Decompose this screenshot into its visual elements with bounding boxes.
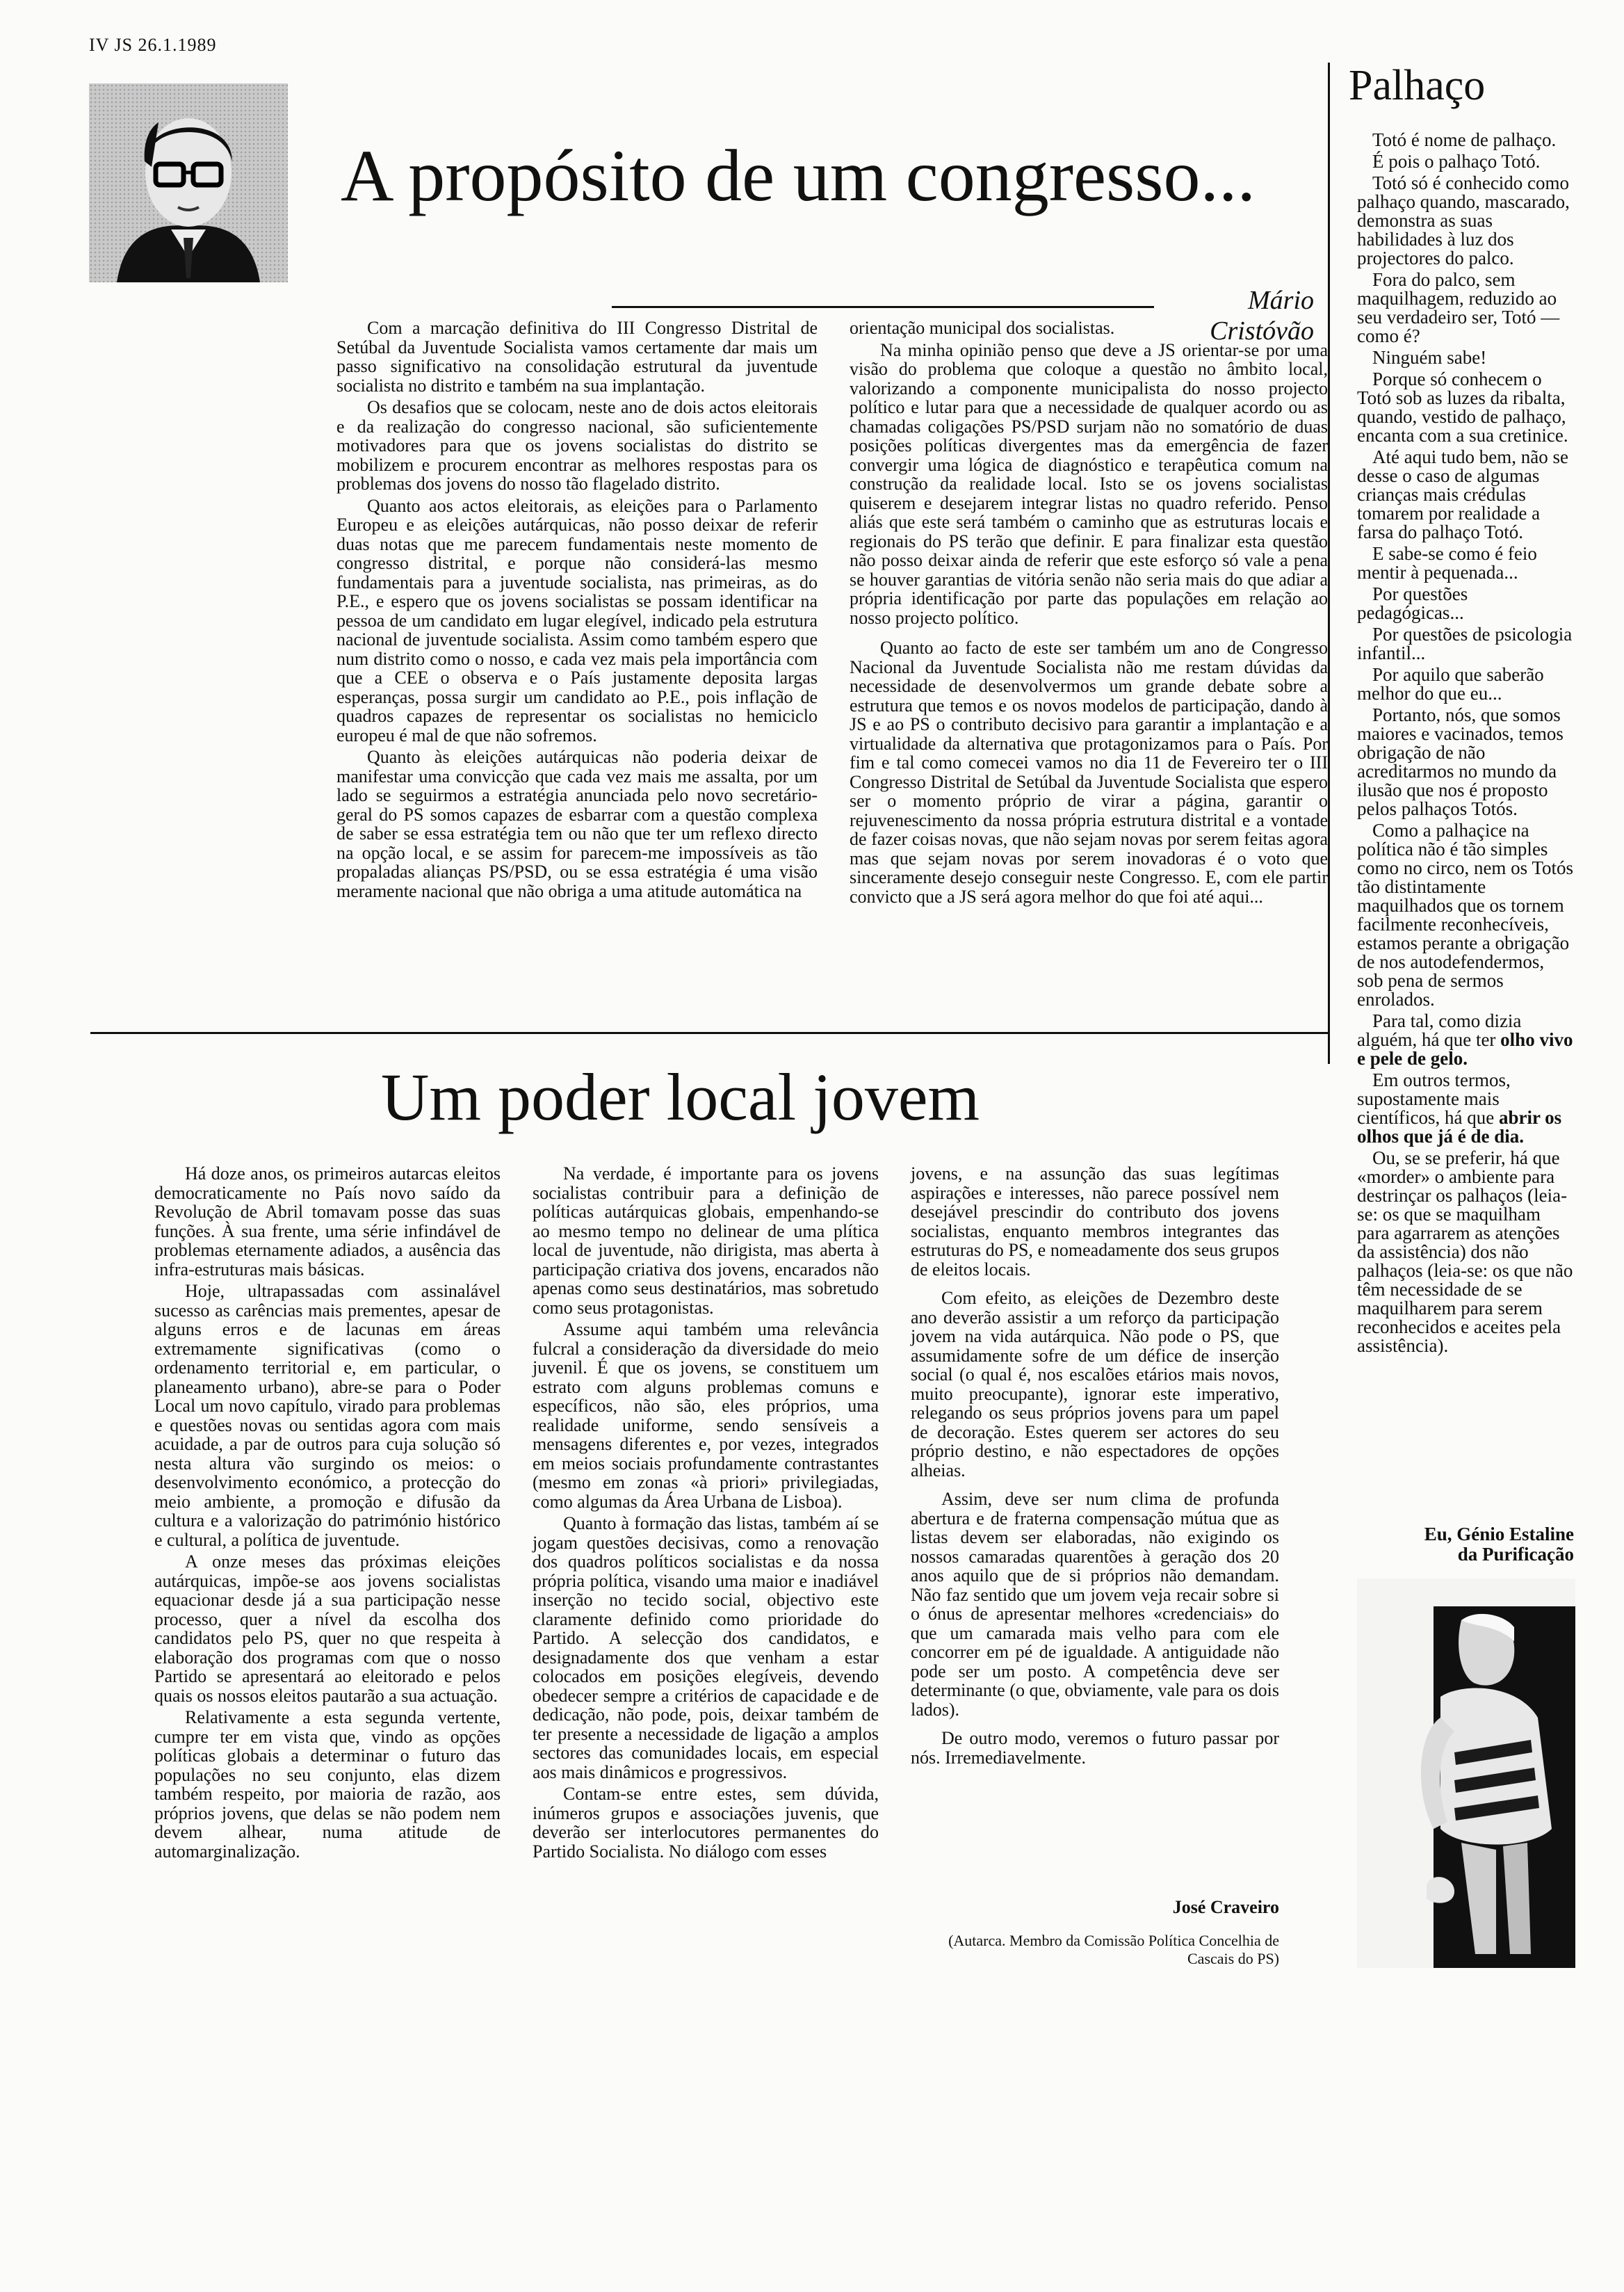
- byline-rule: [612, 306, 1154, 308]
- paragraph: Quanto às eleições autárquicas não poderia deixar de manifestar uma convicção que cada vez mais me assalta, por um lado se seguirmos a estratégia anunciada pelo novo secretário-geral do PS somos capazes de esbarrar com a questão complexa de saber se essa estratégia tem ou não que ter um reflexo directo na opção local, e se assim for parecem-me impossíveis as tão propaladas alianças PS/PSD, ou se essa estratégia é uma visão meramente nacional que não obriga a uma atitude automática na: [336, 747, 818, 901]
- issue-header: IV JS 26.1.1989: [89, 35, 217, 55]
- paragraph: Portanto, nós, que somos maiores e vacinados, temos obrigação de não acreditarmos no mundo da ilusão que nos é proposto pelos palhaços Totós.: [1357, 704, 1564, 819]
- clown-figure-image: [1357, 1579, 1575, 1968]
- author-photo: [89, 83, 288, 282]
- paragraph: Os desafios que se colocam, neste ano de dois actos eleitorais e da realização do congresso nacional, são suficientemente motivadores para que os jovens socialistas do distrito se mobilizem e procurem encontrar as melhores respostas para os problemas dos jovens do nosso tão flagelado distrito.: [336, 397, 818, 494]
- paragraph: Contam-se entre estes, sem dúvida, inúmeros grupos e associações juvenis, que deverão ser interlocutores permanentes do Partido Socialista. No diálogo com esses: [533, 1784, 879, 1862]
- bold-text: olho vivo e pele de gelo.: [1357, 1029, 1573, 1069]
- paragraph: Ou, se se preferir, há que «morder» o ambiente para destrinçar os palhaços (leia-se: os que se maquilham para agarrarem as atenções da assistência) dos não palhaços (leia-se: os que não têm necessidade de se maquilharem para serem reconhecidos e aceites pela assistência).: [1357, 1147, 1573, 1356]
- paragraph: Com a marcação definitiva do III Congresso Distrital de Setúbal da Juventude Socialista vamos certamente dar mais um passo significativo na consolidação estrutural da juventude socialista no distrito e também na sua implantação.: [336, 318, 818, 396]
- article-title: A propósito de um congresso...: [341, 135, 1256, 216]
- paragraph: [1357, 1012, 1574, 1068]
- paragraph: Assim, deve ser num clima de profunda abertura e de fraterna compensação mútua que as listas devem ser elaboradas, não exigindo os nossos camaradas quarentões à geração dos 20 anos aquilo que de si próprios não demandam. Não faz sentido que um jovem veja recair sobre si o ónus de apresentar melhores «credenciais» do que um camarada mais velho para com ele concorrer em pé de igualdade. A antiguidade não pode ser um posto. A competência deve ser determinante (o que, obviamente, vale para os dois lados).: [911, 1489, 1279, 1720]
- article-column-2: [850, 318, 1328, 906]
- article-column-1: [154, 1164, 501, 1861]
- paragraph: orientação municipal dos socialistas.: [850, 318, 1115, 338]
- section-divider: [90, 1032, 1328, 1034]
- paragraph: Ninguém sabe!: [1372, 347, 1487, 368]
- author-line: Eu, Génio Estaline: [1424, 1524, 1574, 1544]
- text: Em outros termos, supostamente mais científicos, há que: [1357, 1070, 1511, 1128]
- sidebar-column: [1357, 131, 1574, 1355]
- text: Para tal, como dizia alguém, há que ter: [1357, 1010, 1522, 1050]
- paragraph: Porque só conhecem o Totó sob as luzes da ribalta, quando, vestido de palhaço, encanta com a sua cretinice.: [1357, 369, 1568, 446]
- paragraph: Por questões de psicologia infantil...: [1357, 624, 1573, 663]
- paragraph: E sabe-se como é feio mentir à pequenada...: [1357, 543, 1537, 583]
- article-author: Mário Cristóvão: [1210, 286, 1314, 346]
- paragraph: Fora do palco, sem maquilhagem, reduzido ao seu verdadeiro ser, Totó — como é?: [1357, 269, 1560, 346]
- article-column-1: [336, 318, 818, 901]
- article-title: Um poder local jovem: [381, 1060, 980, 1134]
- author-note: (Autarca. Membro da Comissão Política Concelhia de Cascais do PS): [948, 1932, 1279, 1967]
- article-author: José Craveiro: [1172, 1897, 1279, 1917]
- article-column-2: [533, 1164, 879, 1861]
- column-divider: [1328, 63, 1330, 1064]
- paragraph: A onze meses das próximas eleições autárquicas, impõe-se aos jovens socialistas equacionar desde já a sua participação nesse processo, quer a nível da escolha dos candidatos pelo PS, quer no que respeita à elaboração dos programas com que o nosso Partido se apresentará ao eleitorado e pelos quais os nossos eleitos pautarão a sua actuação.: [154, 1551, 501, 1706]
- paragraph: De outro modo, veremos o futuro passar por nós. Irremediavelmente.: [911, 1728, 1279, 1768]
- paragraph: É pois o palhaço Totó.: [1372, 151, 1541, 172]
- author-portrait-image: [89, 83, 288, 282]
- paragraph: [1357, 1071, 1574, 1146]
- paragraph: Hoje, ultrapassadas com assinalável sucesso as carências mais prementes, apesar de alguns erros e de lacunas em áreas extremamente significativas (como o ordenamento territorial e, em particular, o planeamento urbano), abre-se para o Poder Local um novo capítulo, virado para problemas e questões novas ou sentidas agora com mais acuidade, a par de outros para cuja solução só nesta altura vão surgindo os meios: o desenvolvimento económico, a protecção do meio ambiente, a promoção e difusão da cultura e a valorização do património histórico e cultural, a política de juventude.: [154, 1281, 501, 1550]
- paragraph: jovens, e na assunção das suas legítimas aspirações e interesses, não parece possível nem desejável prescindir do contributo dos jovens socialistas, enquanto membros integrantes das estruturas do PS, e nomeadamente dos seus grupos de eleitos locais.: [911, 1163, 1279, 1280]
- paragraph: Assume aqui também uma relevância fulcral a consideração da diversidade do meio juvenil. É que os jovens, se constituem um estrato com alguns problemas comuns e específicos, não são, eles próprios, uma realidade uniforme, sendo sensíveis a mensagens diferentes e, por vezes, integrados em meios sociais profundamente contrastantes (mesmo em zonas «à priori» privilegiadas, como algumas da Área Urbana de Lisboa).: [533, 1319, 879, 1512]
- paragraph: Na verdade, é importante para os jovens socialistas contribuir para a definição de políticas autárquicas globais, empenhando-se ao mesmo tempo no delinear de uma plítica local de juventude, não dirigista, mas aberta à participação criativa dos jovens, encarados não apenas como seus destinatários, mas sobretudo como seus protagonistas.: [533, 1163, 879, 1318]
- clown-photo: [1357, 1579, 1575, 1968]
- paragraph: Há doze anos, os primeiros autarcas eleitos democraticamente no País novo saído da Revolução de Abril tomavam posse das suas funções. À sua frente, uma série infindável de problemas eternamente adiados, a ausência das infra-estruturas mais básicas.: [154, 1163, 501, 1280]
- paragraph: Quanto à formação das listas, também aí se jogam questões decisivas, como a renovação dos quadros políticos socialistas e da nossa própria política, visando uma maior e inadiável inserção no tecido social, objectivo este claramente definido como prioridade do Partido. A selecção dos candidatos, e designadamente dos que venham a estar colocados em posições elegíveis, devendo obedecer sempre a critérios de capacidade e de dedicação, não pode, pois, deixar também de ter presente a necessidade de ligação a amplos sectores das comunidades locais, em especial aos mais dinâmicos e progressivos.: [533, 1513, 879, 1782]
- paragraph: Por aquilo que saberão melhor do que eu...: [1357, 664, 1544, 704]
- paragraph: Por questões pedagógicas...: [1357, 583, 1468, 623]
- paragraph: Totó é nome de palhaço.: [1372, 129, 1557, 150]
- bold-text: abrir os olhos que já é de dia.: [1357, 1107, 1562, 1147]
- author-line: da Purificação: [1457, 1544, 1574, 1565]
- sidebar-title: Palhaço: [1349, 62, 1486, 109]
- paragraph: Na minha opinião penso que deve a JS orientar-se por uma visão do problema que coloque a questão no âmbito local, valorizando a componente municipalista do nosso projecto político e lutar para que a necessidade de qualquer acordo ou as chamadas coligações PS/PSD surjam não no somatório de duas posições políticas divergentes mas da emergência de fazer convergir uma lógica de diagnóstico e terapêutica comum na construção da realidade local. Isto se os jovens socialistas quiserem e desejarem integrar listas no quadro referido. Penso aliás que este será também o caminho que as estruturas locais e regionais do PS terão que definir. E para finalizar esta questão não posso deixar ainda de referir que este esforço só vale a pena se houver garantias de vitória senão não seria mais do que adiar a própria identificação por parte das populações em relação ao nosso projecto político.: [850, 339, 1328, 628]
- paragraph: Como a palhaçice na política não é tão simples como no circo, nem os Totós tão distintamente maquilhados que os tornem facilmente reconhecíveis, estamos perante a obrigação de nos autodefendermos, sob pena de sermos enrolados.: [1357, 820, 1574, 1010]
- sidebar-author: [1357, 1524, 1574, 1565]
- paragraph: Com efeito, as eleições de Dezembro deste ano deverão assistir a um reforço da participação jovem na vida autárquica. Não pode o PS, que assumidamente sofre de um défice de inserção social (o qual é, nos escalões etários mais novos, muito preocupante), ignorar este imperativo, relegando os seus próprios jovens para um papel de decoração. Estes querem ser actores do seu próprio destino, e não espectadores de opções alheias.: [911, 1288, 1279, 1480]
- paragraph: Relativamente a esta segunda vertente, cumpre ter em vista que, vindo as opções políticas globais a determinar o futuro das populações no seu conjunto, elas dizem também respeito, por maioria de razão, aos próprios jovens, que delas se não podem nem devem alhear, numa atitude de automarginalização.: [154, 1707, 501, 1862]
- paragraph: Quanto ao facto de este ser também um ano de Congresso Nacional da Juventude Socialista não me restam dúvidas da necessidade de desenvolvermos um grande debate sobre a estrutura que temos e os novos modelos de participação, dando à JS e ao PS o contributo decisivo para garantir a implantação e a virtualidade da alternativa que protagonizamos para o País. Por fim e tal como comecei vamos no dia 11 de Fevereiro ter o III Congresso Distrital de Setúbal da Juventude Socialista que espero ser o momento próprio de virar a página, garantir o rejuvenescimento da nossa própria estrutura distrital e a vontade de fazer coisas novas, que não sejam novas por serem feitas agora mas que sejam novas por serem inovadoras é o voto que sinceramente desejo conseguir neste Congresso. E, com ele partir convicto que a JS será agora melhor do que foi até aqui...: [850, 638, 1328, 907]
- article-column-3: [911, 1164, 1279, 1767]
- paragraph: Totó só é conhecido como palhaço quando, mascarado, demonstra as suas habilidades à luz dos projectores do palco.: [1357, 172, 1570, 268]
- paragraph: Quanto aos actos eleitorais, as eleições para o Parlamento Europeu e as eleições autárquicas, não posso deixar de referir duas notas que me parecem fundamentais neste momento de congresso distrital, e porque não considerá-las mesmo fundamentais para a juventude socialista, nas primeiras, as do P.E., e espero que os jovens socialistas se possam identificar na pessoa de um candidato em lugar elegível, indicado pela estrutura nacional de juventude socialista. Assim como também espero que num distrito como o nosso, e cada vez mais pela importância com que a CEE o observa e o País justamente deposita largas esperanças, possa surgir um candidato ao P.E., pois inflação de quadros capazes de representar os socialistas no hemiciclo europeu é mal de que não sofremos.: [336, 495, 818, 745]
- paragraph: Até aqui tudo bem, não se desse o caso de algumas crianças mais crédulas tomarem por realidade a farsa do palhaço Totó.: [1357, 446, 1568, 542]
